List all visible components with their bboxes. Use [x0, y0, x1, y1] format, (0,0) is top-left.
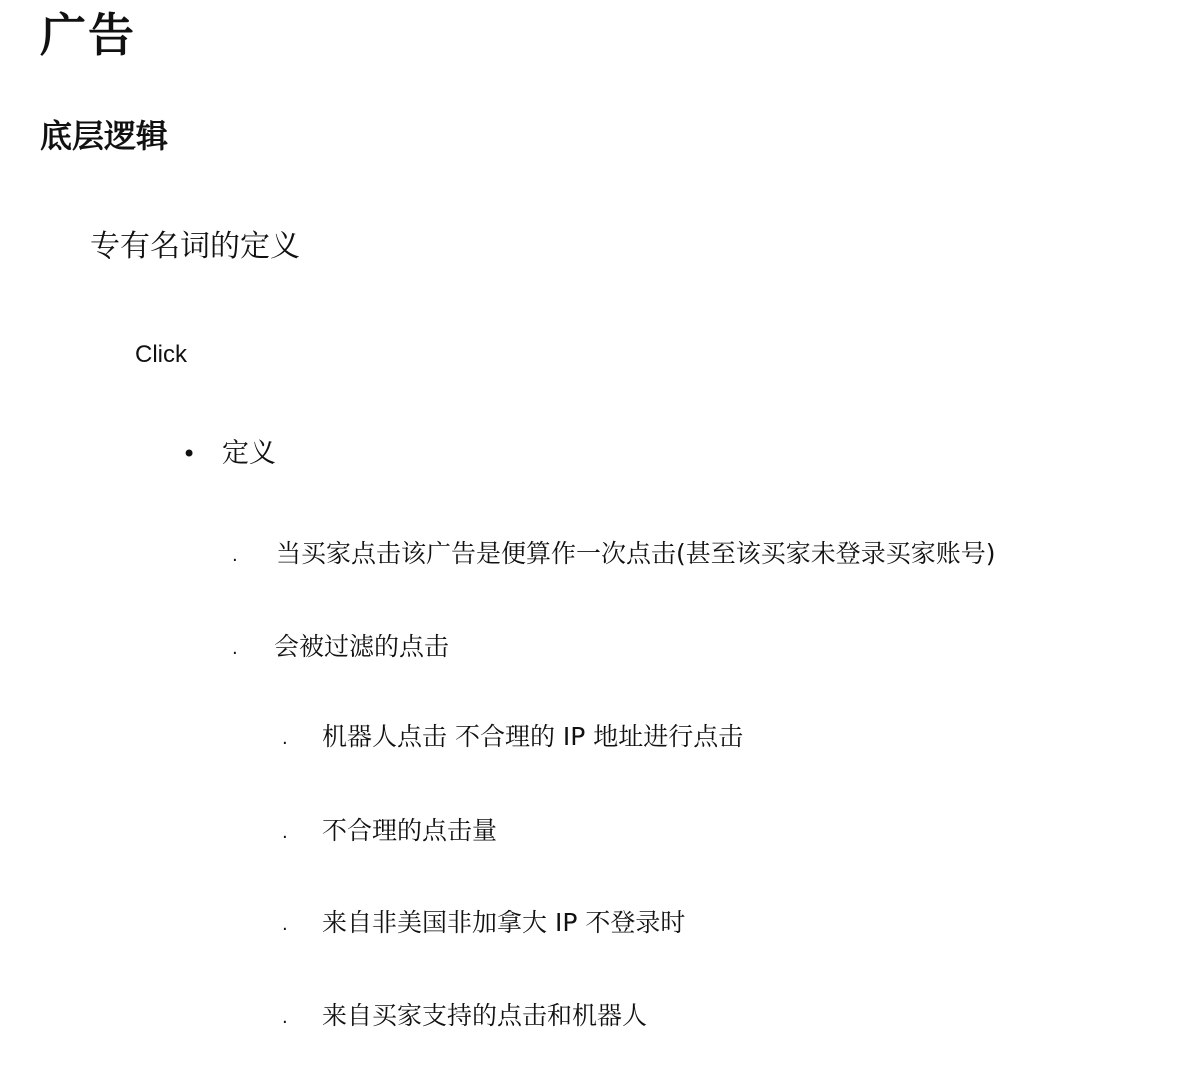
sub-bullet-icon: .	[282, 727, 288, 749]
list-item-text: 来自买家支持的点击和机器人	[322, 1001, 648, 1030]
list-item-text: 来自非美国非加拿大 IP 不登录时	[322, 908, 686, 937]
subsection-heading: 专有名词的定义	[90, 229, 300, 264]
list-item-level2	[282, 910, 685, 935]
list-item-level1	[232, 541, 996, 566]
term-heading: Click	[135, 341, 187, 368]
list-item-level2	[282, 1003, 647, 1028]
list-item-text: 机器人点击 不合理的 IP 地址进行点击	[322, 722, 744, 751]
sub-bullet-icon: .	[232, 637, 238, 659]
definition-bullet	[182, 440, 276, 467]
list-item-level1	[232, 634, 449, 659]
sub-bullet-icon: .	[282, 1006, 288, 1028]
section-heading: 底层逻辑	[40, 117, 169, 155]
list-item-text: 当买家点击该广告是便算作一次点击(甚至该买家未登录买家账号)	[276, 539, 996, 568]
list-item-text: 会被过滤的点击	[274, 632, 450, 661]
list-item-level2	[282, 818, 497, 843]
sub-bullet-icon: .	[232, 544, 238, 566]
sub-bullet-icon: .	[282, 913, 288, 935]
sub-bullet-icon: .	[282, 821, 288, 843]
bullet-icon: •	[182, 439, 197, 468]
definition-label: 定义	[222, 438, 276, 469]
list-item-level2	[282, 724, 743, 749]
list-item-text: 不合理的点击量	[322, 816, 498, 845]
page-title: 广告	[40, 8, 136, 62]
